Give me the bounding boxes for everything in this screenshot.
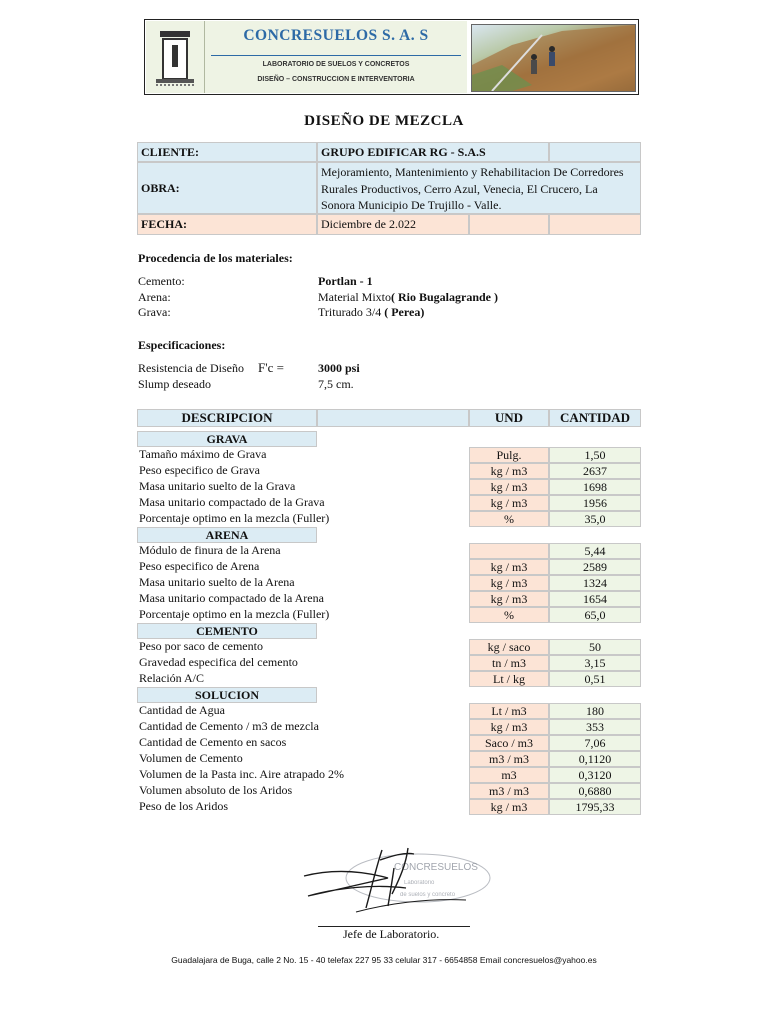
row-description: Gravedad especifica del cemento [139,655,298,669]
signature-stamp-image [296,838,506,930]
header-und: UND [469,409,549,427]
cemento-label: Cemento: [138,274,185,288]
lab-building-logo-icon [146,21,205,93]
obra-line-3: Sonora Municipio De Trujillo - Valle. [321,198,502,212]
arena-value [318,290,498,305]
header-descripcion: DESCRIPCION [137,409,317,427]
fecha-label: FECHA: [137,214,317,235]
row-quantity: 5,44 [549,543,641,559]
row-quantity: 1795,33 [549,799,641,815]
row-unit: Lt / m3 [469,703,549,719]
row-quantity: 0,1120 [549,751,641,767]
row-unit: kg / m3 [469,479,549,495]
row-description: Tamaño máximo de Grava [139,447,267,461]
row-quantity: 0,51 [549,671,641,687]
row-unit: m3 [469,767,549,783]
row-description: Cantidad de Cemento / m3 de mezcla [139,719,319,733]
row-unit: tn / m3 [469,655,549,671]
company-name: CONCRESUELOS S. A. S [243,27,429,44]
footer-contact: Guadalajara de Buga, calle 2 No. 15 - 40 telefax 227 95 33 celular 317 - 6654858 Email concresuelos@yahoo.es [171,955,597,965]
header-cantidad: CANTIDAD [549,409,641,427]
row-quantity: 0,3120 [549,767,641,783]
cliente-label: CLIENTE: [137,142,317,162]
row-quantity: 3,15 [549,655,641,671]
section-header-arena: ARENA [137,527,317,543]
section-header-cemento: CEMENTO [137,623,317,639]
workers-on-slope-photo [471,24,636,92]
row-unit: Saco / m3 [469,735,549,751]
row-description: Módulo de finura de la Arena [139,543,281,557]
row-quantity: 1324 [549,575,641,591]
row-quantity: 1,50 [549,447,641,463]
row-unit [469,543,549,559]
fecha-empty-cell-2 [549,214,641,235]
letterhead-text [205,21,467,93]
row-description: Masa unitario suelto de la Arena [139,575,295,589]
row-description: Masa unitario compactado de la Grava [139,495,325,509]
cemento-value: Portlan - 1 [318,274,373,288]
row-quantity: 0,6880 [549,783,641,799]
row-quantity: 35,0 [549,511,641,527]
row-unit: kg / m3 [469,575,549,591]
row-quantity: 1654 [549,591,641,607]
row-unit: m3 / m3 [469,751,549,767]
row-quantity: 2589 [549,559,641,575]
cliente-value: GRUPO EDIFICAR RG - S.A.S [317,142,549,162]
arena-value-plain: Material Mixto [318,290,391,304]
section-header-grava: GRAVA [137,431,317,447]
arena-label: Arena: [138,290,171,304]
letterhead [144,19,639,95]
company-tagline-2: DISEÑO – CONSTRUCCION E INTERVENTORIA [257,76,415,83]
resistencia-value: 3000 psi [318,361,360,375]
resistencia-label: Resistencia de Diseño [138,361,244,375]
row-quantity: 50 [549,639,641,655]
obra-line-2: Rurales Productivos, Cerro Azul, Venecia, El Crucero, La [321,181,598,196]
row-unit: kg / saco [469,639,549,655]
row-description: Cantidad de Agua [139,703,225,717]
row-description: Volumen de la Pasta inc. Aire atrapado 2% [139,767,345,781]
obra-line-1: Mejoramiento, Mantenimiento y Rehabilitacion De Corredores [321,165,624,179]
row-description: Cantidad de Cemento en sacos [139,735,287,749]
header-empty-cell [317,409,469,427]
row-quantity: 7,06 [549,735,641,751]
fecha-empty-cell-1 [469,214,549,235]
grava-value [318,305,424,320]
slump-label: Slump deseado [138,377,211,391]
row-quantity: 1698 [549,479,641,495]
obra-value [317,162,641,214]
row-quantity: 2637 [549,463,641,479]
svg-text:de suelos y concreto: de suelos y concreto [400,892,456,898]
row-description: Volumen de Cemento [139,751,243,765]
row-unit: Pulg. [469,447,549,463]
row-unit: kg / m3 [469,799,549,815]
specs-heading: Especificaciones: [138,338,226,352]
cliente-empty-cell [549,142,641,162]
grava-value-plain: Triturado 3/4 [318,305,385,319]
row-description: Masa unitario suelto de la Grava [139,479,296,493]
signature-caption: Jefe de Laboratorio. [343,927,440,941]
slump-value: 7,5 cm. [318,377,354,391]
fecha-value: Diciembre de 2.022 [317,214,469,235]
row-description: Porcentaje optimo en la mezcla (Fuller) [139,511,330,525]
row-unit: % [469,607,549,623]
row-description: Peso especifico de Arena [139,559,260,573]
row-quantity: 1956 [549,495,641,511]
materials-heading: Procedencia de los materiales: [138,251,293,265]
header-divider [211,55,461,56]
row-unit: kg / m3 [469,591,549,607]
company-tagline-1: LABORATORIO DE SUELOS Y CONCRETOS [262,61,410,68]
fc-label: F'c = [258,360,284,375]
row-quantity: 65,0 [549,607,641,623]
arena-value-source: ( Rio Bugalagrande ) [390,290,498,304]
row-description: Peso de los Aridos [139,799,229,813]
row-description: Peso por saco de cemento [139,639,263,653]
obra-label: OBRA: [137,162,317,214]
row-description: Porcentaje optimo en la mezcla (Fuller) [139,607,330,621]
row-description: Peso especifico de Grava [139,463,260,477]
row-description: Volumen absoluto de los Aridos [139,783,293,797]
row-quantity: 180 [549,703,641,719]
row-unit: kg / m3 [469,719,549,735]
svg-text:CONCRESUELOS: CONCRESUELOS [394,862,478,873]
row-unit: m3 / m3 [469,783,549,799]
svg-text:Laboratorio: Laboratorio [404,880,435,886]
row-unit: kg / m3 [469,559,549,575]
row-unit: kg / m3 [469,463,549,479]
row-unit: kg / m3 [469,495,549,511]
row-unit: % [469,511,549,527]
row-description: Masa unitario compactado de la Arena [139,591,324,605]
row-description: Relación A/C [139,671,204,685]
section-header-solucion: SOLUCION [137,687,317,703]
row-unit: Lt / kg [469,671,549,687]
page-title: DISEÑO DE MEZCLA [304,113,464,129]
row-quantity: 353 [549,719,641,735]
grava-value-source: ( Perea) [384,305,425,319]
grava-label: Grava: [138,305,171,319]
